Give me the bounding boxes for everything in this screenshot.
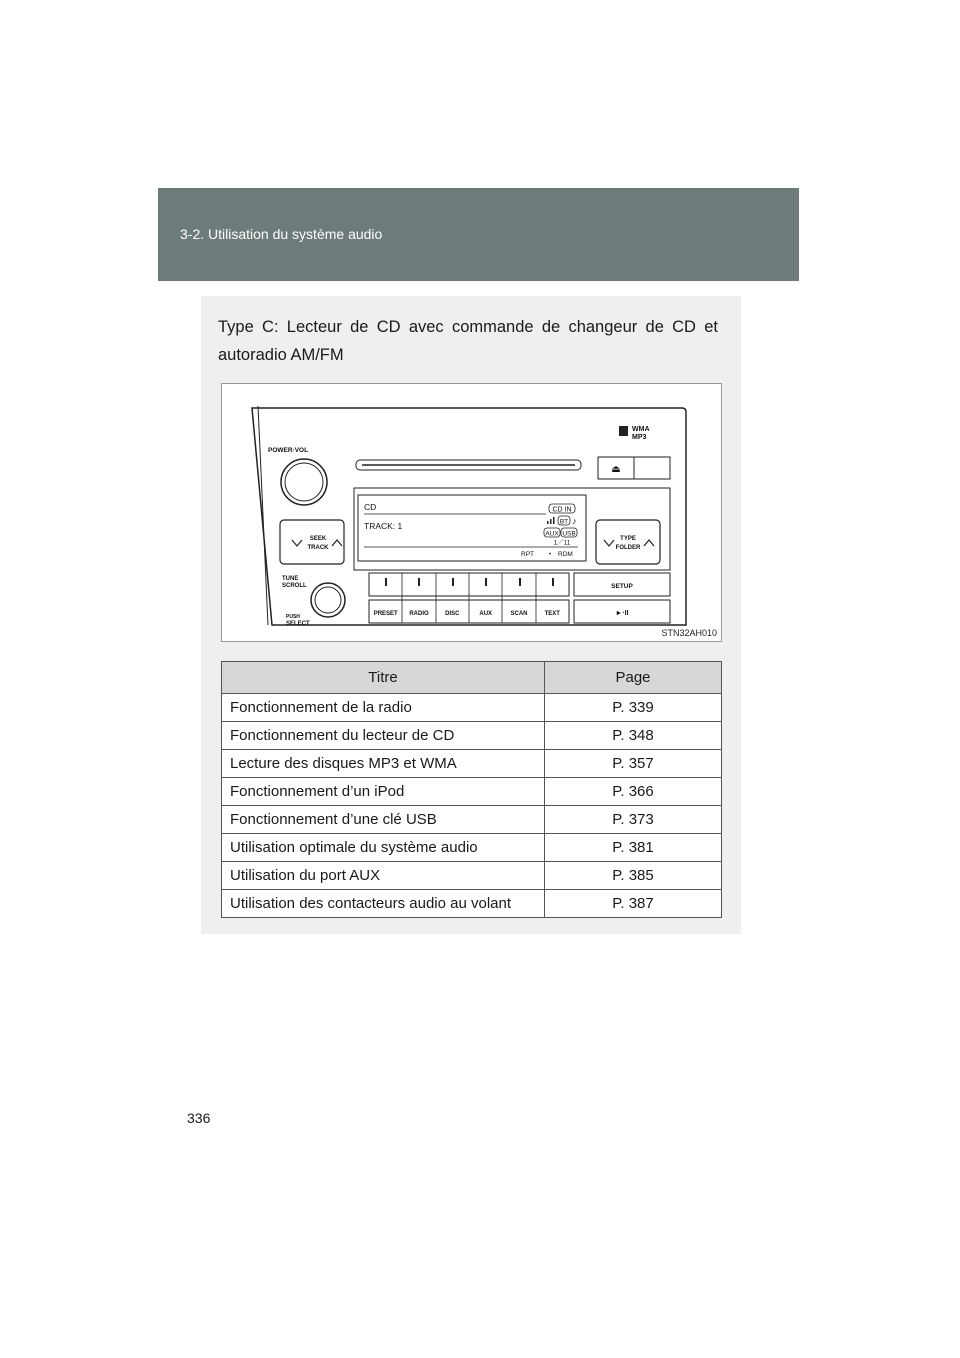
row-title: Fonctionnement de la radio — [222, 694, 545, 722]
row-title: Lecture des disques MP3 et WMA — [222, 750, 545, 778]
column-title-header: Titre — [222, 662, 545, 694]
folder-label: FOLDER — [615, 545, 641, 551]
row-page: P. 339 — [545, 694, 722, 722]
row-title: Fonctionnement d’une clé USB — [222, 806, 545, 834]
tune-scroll-knob[interactable] — [311, 583, 345, 617]
row-page: P. 387 — [545, 890, 722, 918]
page-number: 336 — [187, 1110, 211, 1126]
rpt-indicator: RPT — [521, 551, 534, 558]
column-page-header: Page — [545, 662, 722, 694]
play-pause-button[interactable] — [574, 600, 670, 623]
power-volume-knob[interactable] — [281, 459, 327, 505]
reference-table — [221, 661, 722, 918]
type-folder-button[interactable] — [596, 520, 660, 564]
table-row — [222, 890, 722, 918]
type-label: TYPE — [620, 536, 636, 542]
setup-label: SETUP — [611, 583, 633, 590]
seek-track-button[interactable] — [280, 520, 344, 564]
row-page: P. 357 — [545, 750, 722, 778]
row-page: P. 385 — [545, 862, 722, 890]
mp3-logo: MP3 — [632, 434, 647, 441]
cd-slot — [356, 460, 581, 470]
audio-unit-illustration — [222, 384, 721, 641]
push-label: PUSH — [286, 614, 300, 620]
table-header-row — [222, 662, 722, 694]
scroll-label: SCROLL — [282, 583, 307, 589]
rdm-indicator: RDM — [558, 551, 573, 558]
section-title: 3-2. Utilisation du système audio — [180, 226, 383, 242]
table-row — [222, 806, 722, 834]
row-page: P. 381 — [545, 834, 722, 862]
row-page: P. 366 — [545, 778, 722, 806]
cd-in-indicator: CD IN — [552, 506, 572, 514]
function-button-label-text: TEXT — [544, 611, 560, 617]
intro-text: Type C: Lecteur de CD avec commande de changeur de CD et autoradio AM/FM — [218, 318, 718, 364]
row-title: Utilisation optimale du système audio — [222, 834, 545, 862]
usb-indicator: USB — [562, 530, 576, 538]
function-button-label-disc: DISC — [445, 611, 460, 617]
row-page: P. 373 — [545, 806, 722, 834]
table-row — [222, 694, 722, 722]
seek-label: SEEK — [309, 536, 327, 542]
table-row — [222, 862, 722, 890]
aux-indicator: AUX — [545, 530, 559, 538]
function-button-label-scan: SCAN — [510, 611, 528, 617]
table-row — [222, 778, 722, 806]
eject-icon: ⏏ — [611, 464, 621, 475]
wma-logo: WMA — [632, 426, 650, 433]
eject-button[interactable] — [598, 457, 670, 479]
row-title: Fonctionnement d’un iPod — [222, 778, 545, 806]
table-row — [222, 750, 722, 778]
section-header — [158, 188, 799, 281]
play-pause-icon: ►·II — [615, 610, 629, 617]
figure-code: STN32AH010 — [661, 628, 717, 638]
track-label: TRACK — [307, 545, 329, 551]
function-button-label-aux: AUX — [479, 611, 493, 617]
function-button-label-preset: PRESET — [373, 611, 398, 617]
row-page: P. 348 — [545, 722, 722, 750]
display-track: TRACK: 1 — [364, 521, 403, 531]
disc-logo — [619, 426, 628, 436]
music-note-icon: ♪ — [572, 516, 577, 526]
tune-label: TUNE — [282, 576, 299, 582]
select-label: SELECT — [286, 621, 310, 627]
setup-button[interactable] — [574, 573, 670, 596]
function-button-label-radio: RADIO — [409, 611, 429, 617]
audio-unit-figure — [221, 383, 722, 642]
display-mode: CD — [364, 502, 377, 512]
display-screen — [358, 495, 586, 561]
row-title: Utilisation des contacteurs audio au volant — [222, 890, 545, 918]
table-row — [222, 722, 722, 750]
row-title: Utilisation du port AUX — [222, 862, 545, 890]
power-vol-label: POWER·VOL — [268, 447, 309, 454]
table-row — [222, 834, 722, 862]
row-title: Fonctionnement du lecteur de CD — [222, 722, 545, 750]
bt-indicator: BT — [559, 518, 569, 526]
disc-count: 1／11 — [553, 539, 571, 547]
